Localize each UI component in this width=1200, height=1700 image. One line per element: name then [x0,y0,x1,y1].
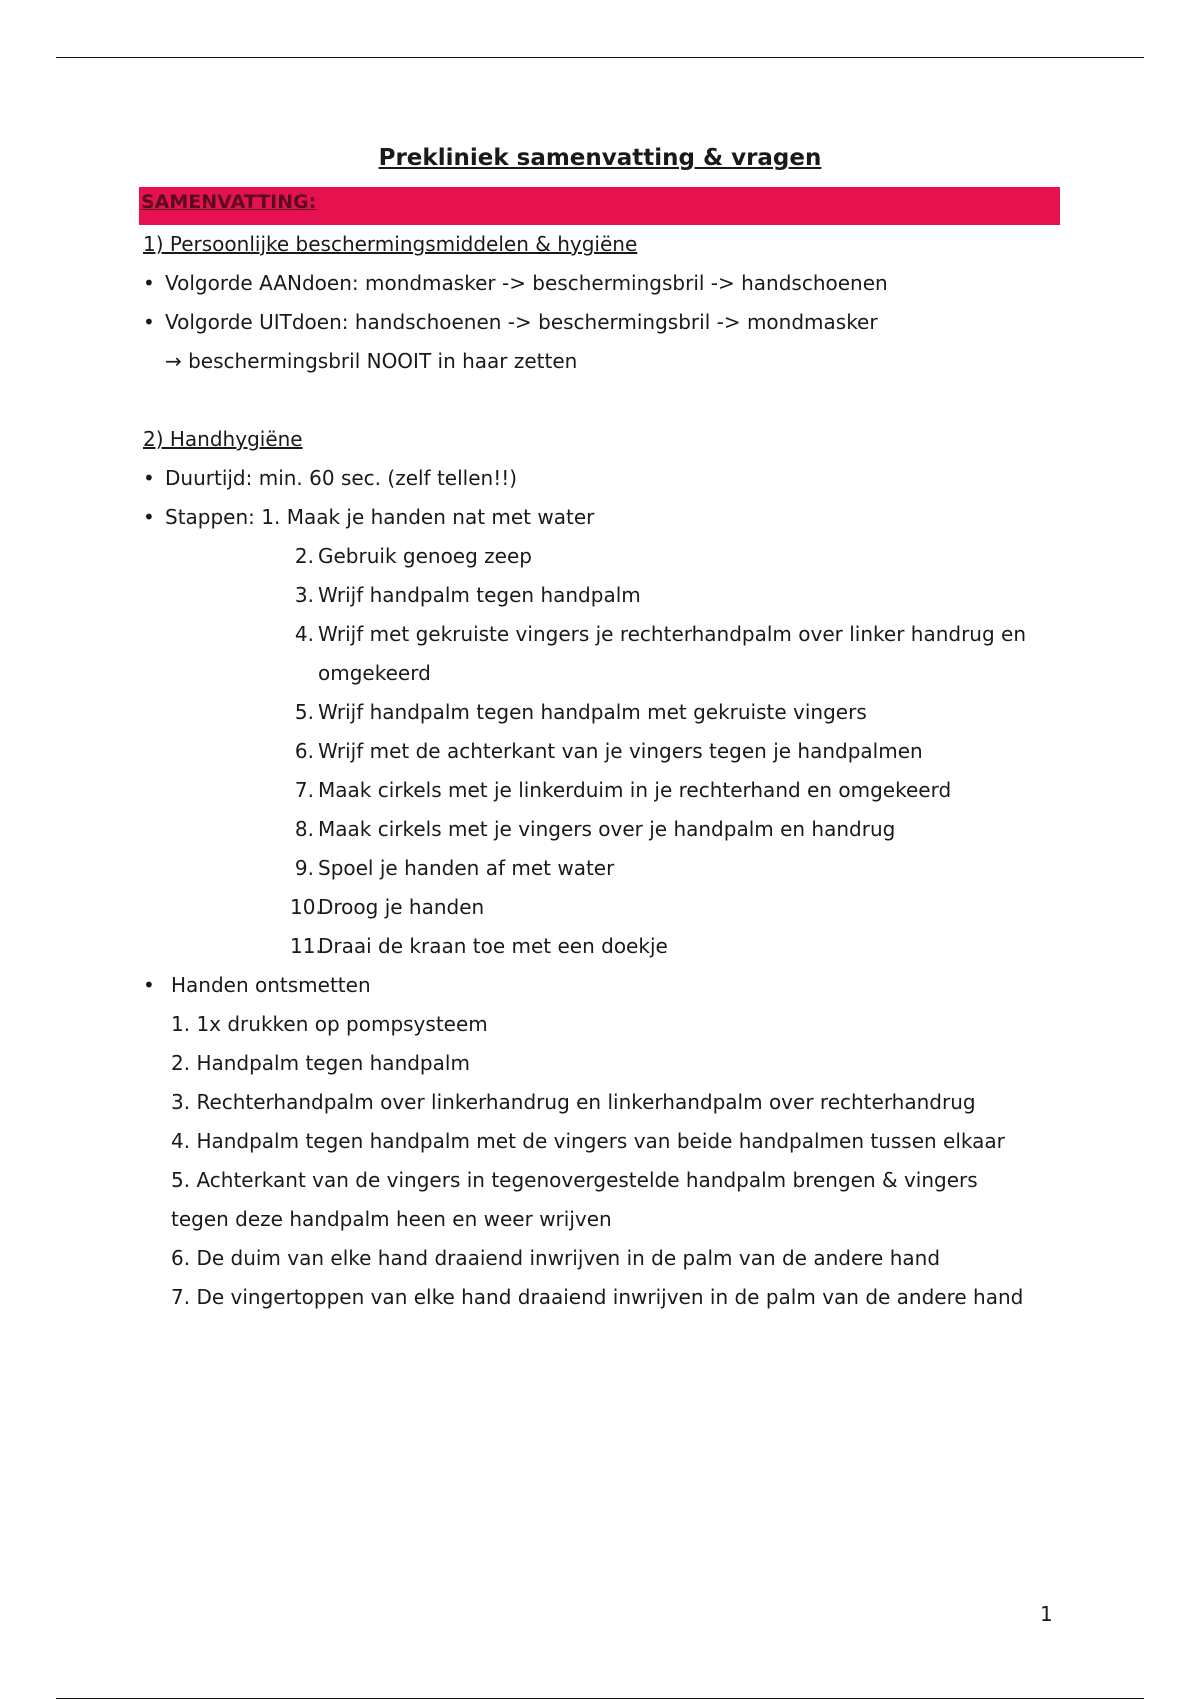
list-item [140,303,1060,342]
summary-banner: SAMENVATTING: [139,187,1060,225]
step-number: 3. [294,583,314,607]
step-number: 7. [294,778,314,802]
step-text: Maak cirkels met je linkerduim in je rechterhand en omgekeerd [318,778,952,802]
section-heading-ppe: 1) Persoonlijke beschermingsmiddelen & hygiëne [143,232,638,256]
disinfect-step: 3. Rechterhandpalm over linkerhandrug en linkerhandpalm over rechterhandrug [171,1090,976,1114]
step-number: 11. [290,934,322,958]
step-number: 9. [294,856,314,880]
document-title: Prekliniek samenvatting & vragen [378,145,822,171]
step-text: Maak cirkels met je vingers over je handpalm en handrug [318,817,896,841]
step-text: Gebruik genoeg zeep [318,544,532,568]
step-continuation: omgekeerd [318,661,431,685]
step-item [140,732,1060,771]
step-item [140,693,1060,732]
step-text: Wrijf met de achterkant van je vingers tegen je handpalmen [318,739,923,763]
note-line: → beschermingsbril NOOIT in haar zetten [165,349,578,373]
step-item [140,576,1060,615]
step-item [140,615,1060,654]
disinfect-step: 6. De duim van elke hand draaiend inwrijven in de palm van de andere hand [171,1246,941,1270]
document-body [140,140,1060,1317]
list-item-text: Duurtijd: min. 60 sec. (zelf tellen!!) [165,466,518,490]
step-item [140,537,1060,576]
step-item [140,810,1060,849]
disinfect-step: 2. Handpalm tegen handpalm [171,1051,470,1075]
bullet-icon: • [143,973,155,997]
disinfect-step: 7. De vingertoppen van elke hand draaiend inwrijven in de palm van de andere hand [171,1285,1024,1309]
step-number: 6. [294,739,314,763]
step-item [140,888,1060,927]
step-number: 2. [294,544,314,568]
list-item [140,459,1060,498]
step-text: Wrijf met gekruiste vingers je rechterhandpalm over linker handrug en [318,622,1027,646]
section-heading-hand-hygiene: 2) Handhygiëne [143,427,303,451]
bullet-icon: • [143,505,155,529]
step-number: 8. [294,817,314,841]
bullet-icon: • [143,310,155,334]
list-item [140,264,1060,303]
step-item [140,771,1060,810]
disinfect-step: 4. Handpalm tegen handpalm met de vingers van beide handpalmen tussen elkaar [171,1129,1005,1153]
step-text: Droog je handen [318,895,485,919]
disinfect-step: 1. 1x drukken op pompsysteem [171,1012,488,1036]
bullet-icon: • [143,466,155,490]
step-text: Draai de kraan toe met een doekje [318,934,668,958]
list-item-text: Stappen: 1. Maak je handen nat met water [165,505,595,529]
step-item [140,849,1060,888]
footer-rule [56,1698,1144,1699]
disinfect-step-continuation: tegen deze handpalm heen en weer wrijven [171,1207,612,1231]
list-item [140,966,1060,1005]
list-item-text: Volgorde AANdoen: mondmasker -> beschermingsbril -> handschoenen [165,271,888,295]
step-item [140,927,1060,966]
disinfect-step: 5. Achterkant van de vingers in tegenovergestelde handpalm brengen & vingers [171,1168,978,1192]
step-text: Wrijf handpalm tegen handpalm met gekruiste vingers [318,700,867,724]
step-number: 5. [294,700,314,724]
bullet-icon: • [143,271,155,295]
page-number: 1 [1040,1602,1053,1626]
list-item-text: Handen ontsmetten [171,973,371,997]
header-rule [56,57,1144,58]
step-number: 4. [294,622,314,646]
step-number: 10. [290,895,322,919]
step-text: Wrijf handpalm tegen handpalm [318,583,641,607]
list-item [140,498,1060,537]
step-text: Spoel je handen af met water [318,856,615,880]
spacer [140,381,1060,420]
list-item-text: Volgorde UITdoen: handschoenen -> beschermingsbril -> mondmasker [165,310,878,334]
